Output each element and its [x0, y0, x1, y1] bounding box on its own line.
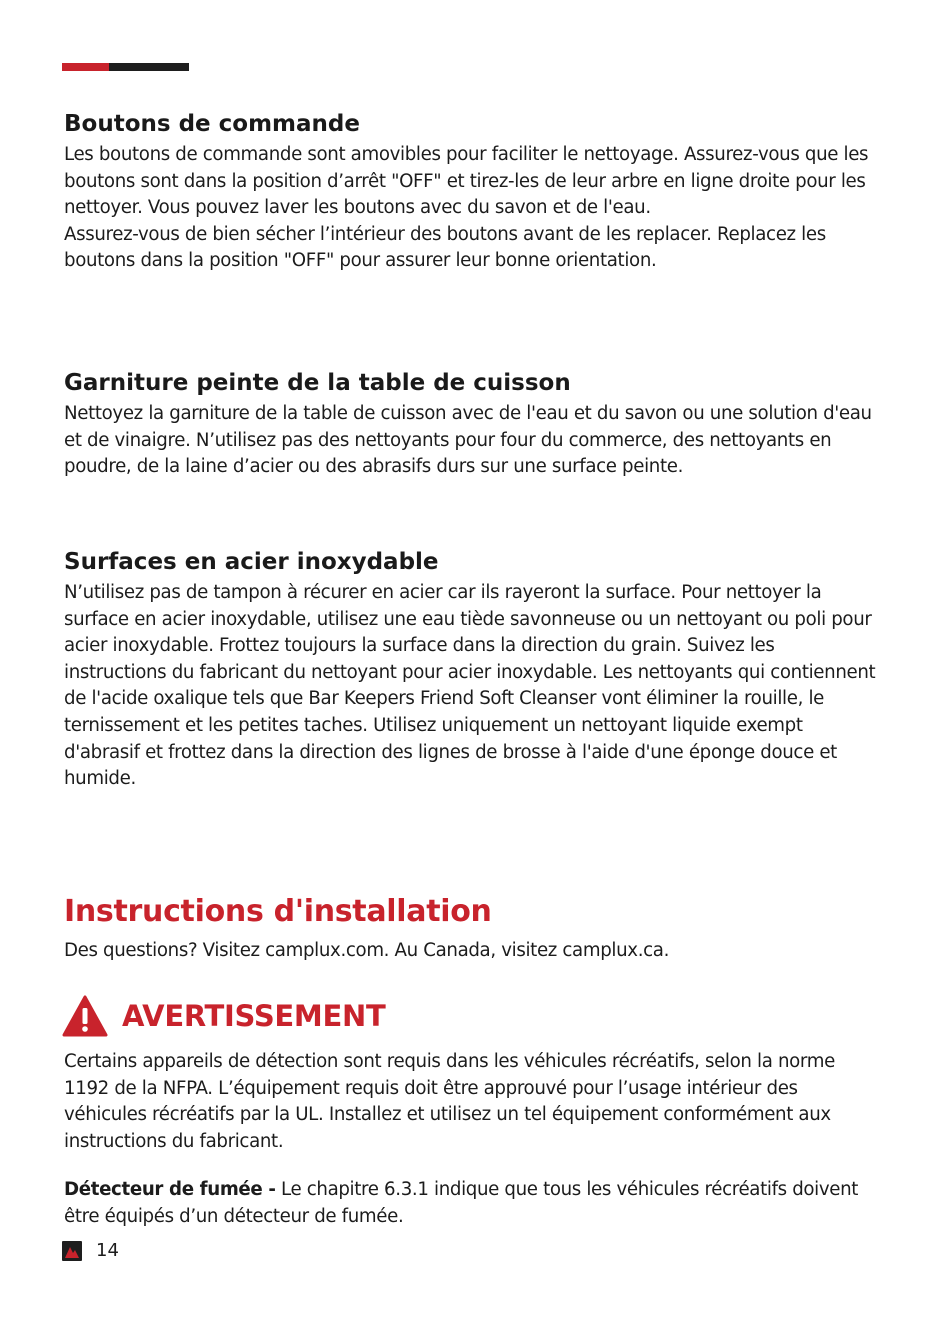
section-stainless-steel — [64, 546, 879, 793]
warning-header — [62, 993, 877, 1039]
camplux-logo-icon — [62, 1241, 82, 1261]
section-painted-trim — [64, 367, 879, 481]
header-accent-bar — [62, 63, 189, 71]
accent-bar-dark — [109, 63, 189, 71]
accent-bar-red — [62, 63, 109, 71]
installation-intro: Des questions? Visitez camplux.com. Au Canada, visitez camplux.ca. — [64, 940, 670, 961]
warning-triangle-icon — [62, 995, 108, 1037]
section-title: Boutons de commande — [64, 111, 360, 137]
warning-block — [62, 993, 877, 1155]
smoke-detector-text: Le chapitre 6.3.1 indique que tous les véhicules récréatifs doivent être équipés d’un détecteur de fumée. — [64, 1179, 859, 1227]
page-number: 14 — [96, 1240, 119, 1261]
installation-section — [64, 892, 879, 965]
page-footer — [62, 1240, 119, 1261]
section-paragraph: Les boutons de commande sont amovibles pour faciliter le nettoyage. Assurez-vous que les boutons sont dans la position d’arrêt "OFF" et tirez-les de leur arbre en ligne droite pour les nettoyer. Vous pouvez laver les boutons avec du savon et de l'eau. — [64, 144, 869, 219]
section-paragraph: Assurez-vous de bien sécher l’intérieur des boutons avant de les replacer. Replacez les boutons dans la position "OFF" pour assurer leur bonne orientation. — [64, 223, 826, 272]
smoke-detector-lead: Détecteur de fumée - — [64, 1179, 276, 1200]
warning-title: AVERTISSEMENT — [122, 999, 386, 1033]
section-paragraph: Nettoyez la garniture de la table de cuisson avec de l'eau et du savon ou une solution d'eau et de vinaigre. N’utilisez pas des nettoyants pour four du commerce, des nettoyants en poudre, de la laine d’acier ou des abrasifs durs sur une surface peinte. — [64, 403, 872, 478]
section-title: Surfaces en acier inoxydable — [64, 549, 439, 575]
installation-title: Instructions d'installation — [64, 894, 492, 929]
smoke-detector-note — [64, 1177, 879, 1230]
section-paragraph: N’utilisez pas de tampon à récurer en acier car ils rayeront la surface. Pour nettoyer la surface en acier inoxydable, utilisez une eau tiède savonneuse ou un nettoyant ou poli pour acier inoxydable. Frottez toujours la surface dans la direction du grain. Suivez les instructions du fabricant du nettoyant pour acier inoxydable. Les nettoyants qui contiennent de l'acide oxalique tels que Bar Keepers Friend Soft Cleanser vont éliminer la rouille, le ternissement et les petites taches. Utilisez uniquement un nettoyant liquide exempt d'abrasif et frottez dans la direction des lignes de brosse à l'aide d'une éponge douce et humide. — [64, 582, 876, 790]
section-title: Garniture peinte de la table de cuisson — [64, 370, 571, 396]
section-control-knobs — [64, 108, 879, 275]
warning-text: Certains appareils de détection sont requis dans les véhicules récréatifs, selon la norme 1192 de la NFPA. L’équipement requis doit être approuvé pour l’usage intérieur des véhicules récréatifs par la UL. Installez et utilisez un tel équipement conformément aux instructions du fabricant. — [64, 1051, 835, 1152]
smoke-detector-paragraph — [64, 1177, 879, 1230]
